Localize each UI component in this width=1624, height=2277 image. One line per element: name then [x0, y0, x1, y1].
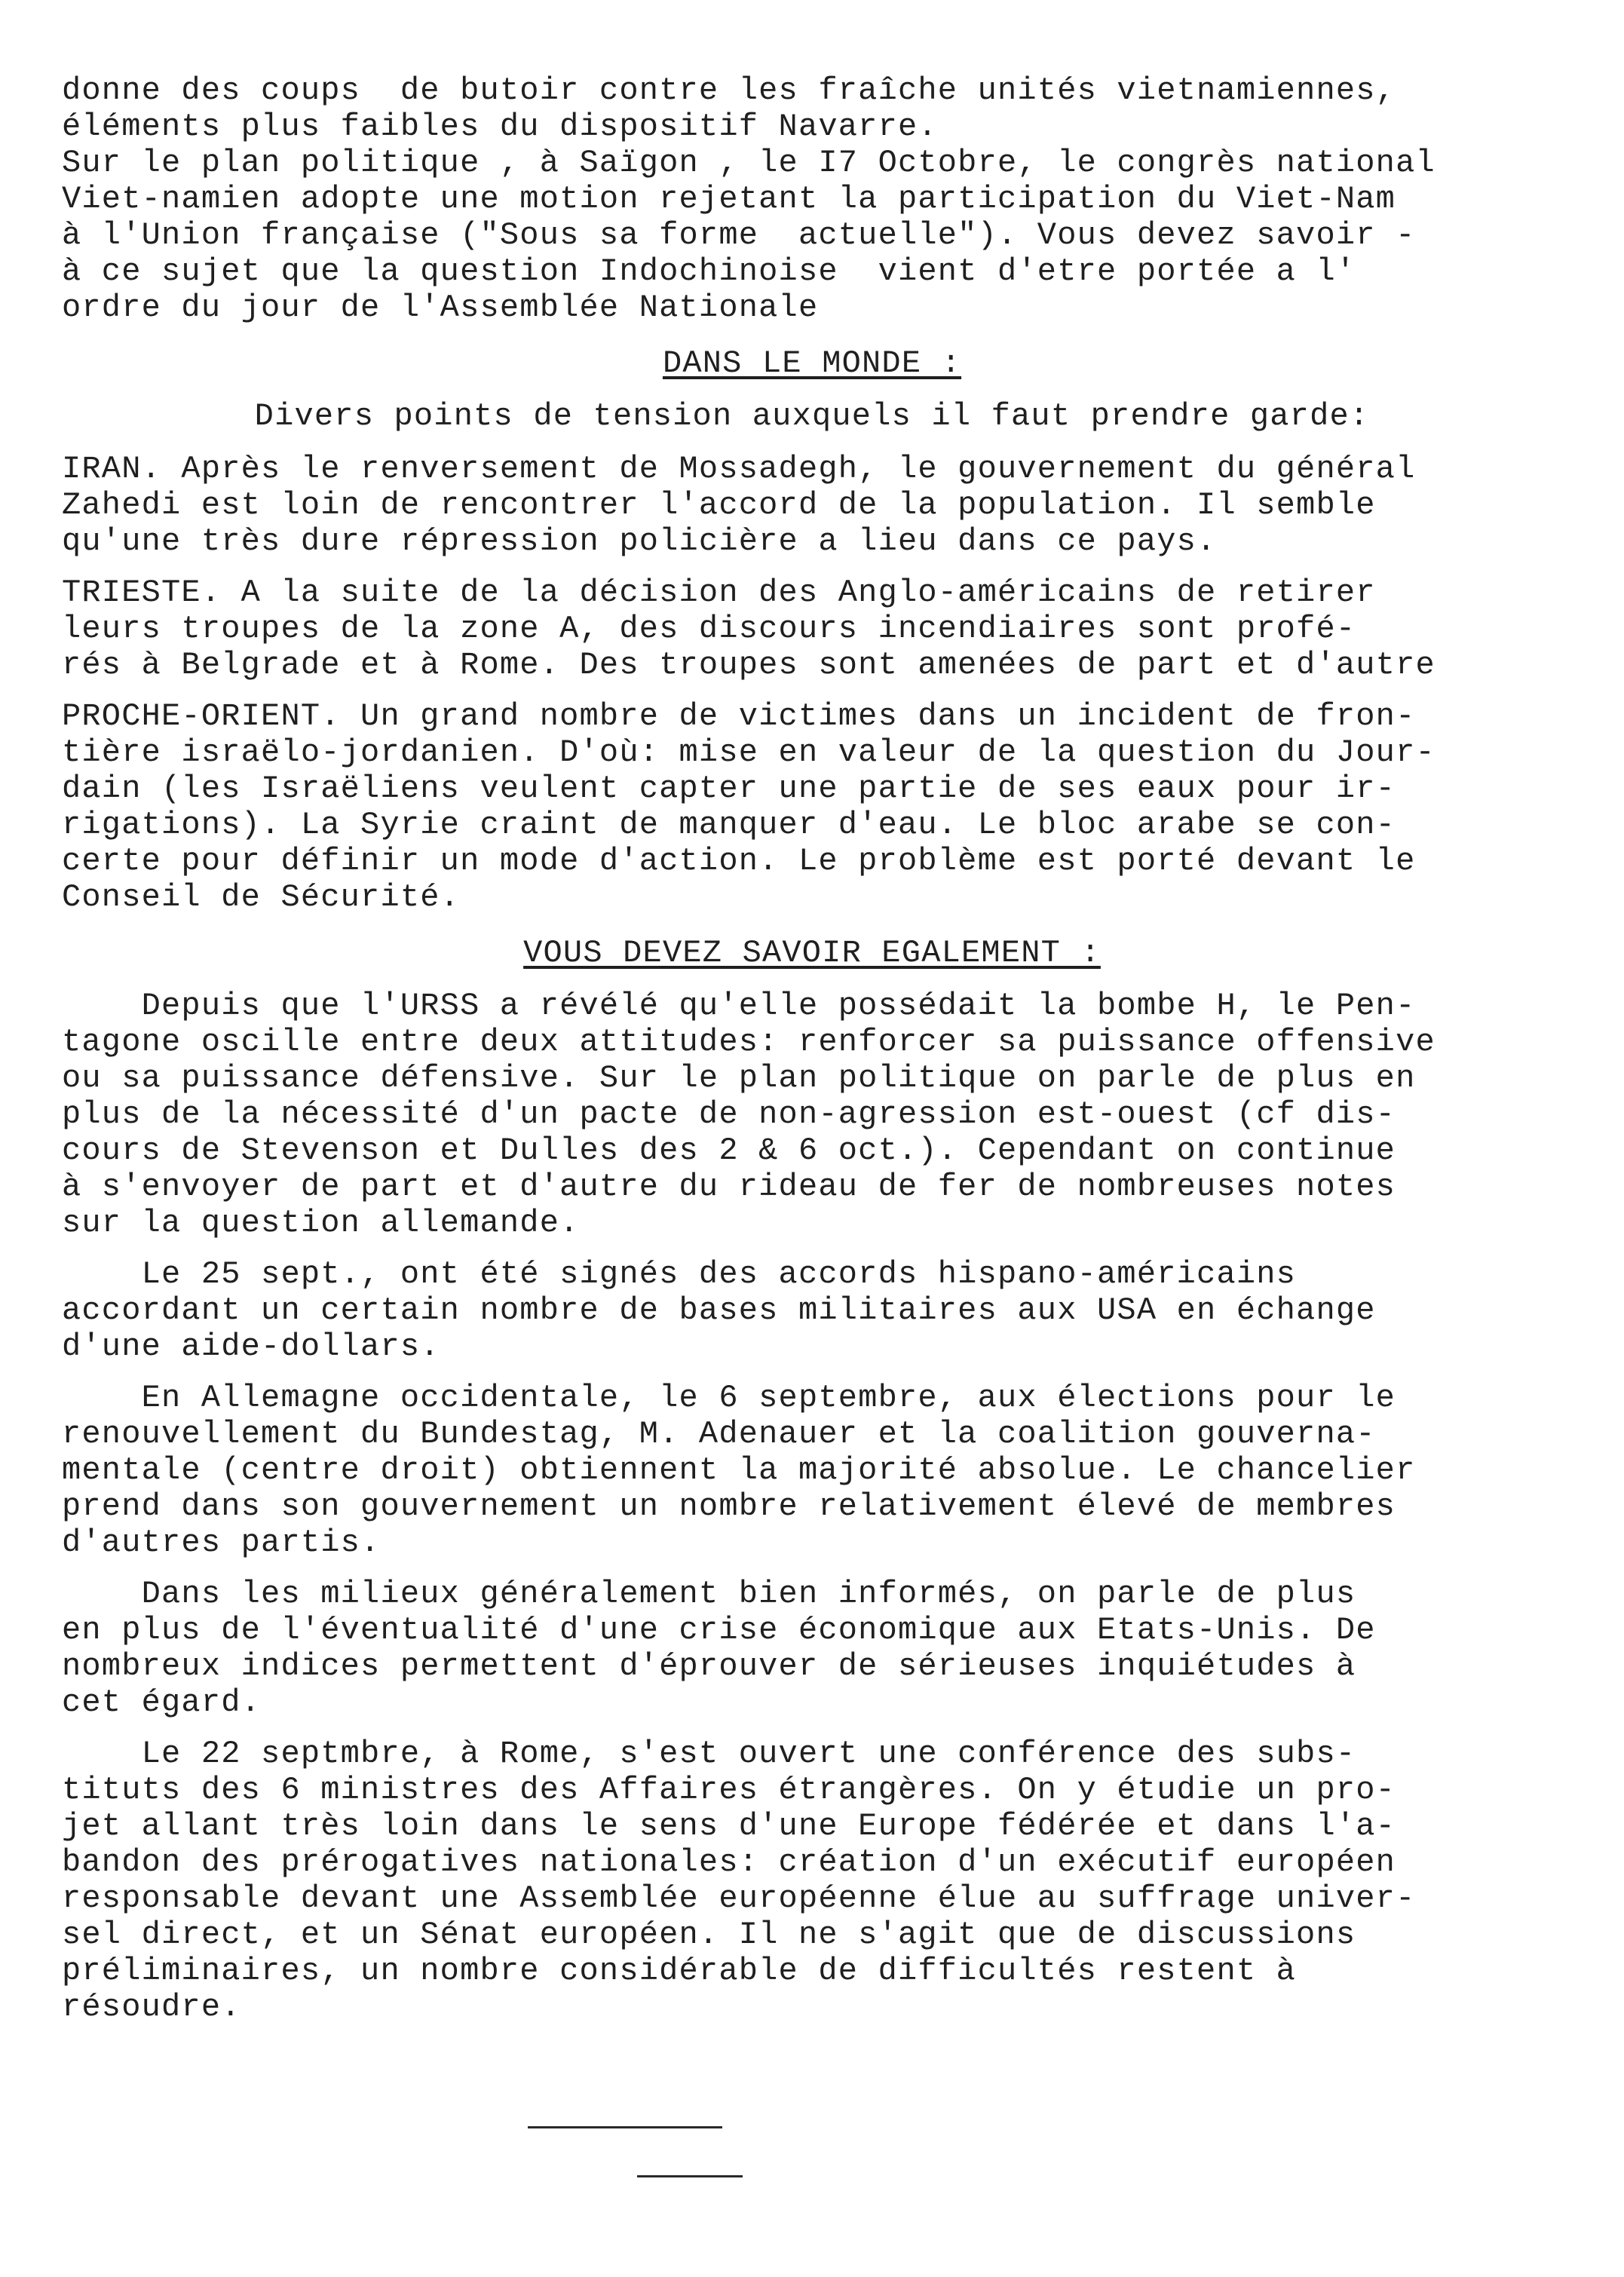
text-line: ou sa puissance défensive. Sur le plan politique on parle de plus en — [62, 1060, 1416, 1096]
text-line: dain (les Israëliens veulent capter une partie de ses eaux pour ir- — [62, 771, 1396, 807]
text-line: renouvellement du Bundestag, M. Adenauer et la coalition gouverna- — [62, 1416, 1376, 1452]
text-line: Conseil de Sécurité. — [62, 879, 461, 915]
text-line: rés à Belgrade et à Rome. Des troupes sont amenées de part et d'autre — [62, 647, 1436, 683]
closing-rule-long — [528, 2126, 722, 2128]
text-line: bandon des prérogatives nationales: création d'un exécutif européen — [62, 1844, 1396, 1880]
text-line: Zahedi est loin de rencontrer l'accord de la population. Il semble — [62, 487, 1376, 523]
paragraph-allemagne — [62, 1380, 1562, 1561]
text-line: éléments plus faibles du dispositif Navarre. — [62, 109, 938, 145]
text-line: prend dans son gouvernement un nombre relativement élevé de membres — [62, 1488, 1396, 1525]
text-line: d'autres partis. — [62, 1525, 381, 1561]
text-line: PROCHE-ORIENT. Un grand nombre de victimes dans un incident de fron- — [62, 698, 1416, 734]
text-line: nombreux indices permettent d'éprouver de sérieuses inquiétudes à — [62, 1648, 1356, 1684]
closing-rule-short — [637, 2175, 743, 2177]
text-line: Viet-namien adopte une motion rejetant la participation du Viet-Nam — [62, 181, 1396, 217]
section-heading-vous-devez-savoir — [62, 935, 1562, 971]
text-line: En Allemagne occidentale, le 6 septembre, aux élections pour le — [62, 1380, 1396, 1416]
text-line: certe pour définir un mode d'action. Le problème est porté devant le — [62, 843, 1416, 879]
text-line: plus de la nécessité d'un pacte de non-agression est-ouest (cf dis- — [62, 1096, 1396, 1132]
text-line: Dans les milieux généralement bien informés, on parle de plus — [62, 1576, 1356, 1612]
item-proche-orient — [62, 698, 1562, 915]
text-line: responsable devant une Assemblée européenne élue au suffrage univer- — [62, 1880, 1416, 1917]
paragraph-urss — [62, 988, 1562, 1241]
text-line: tagone oscille entre deux attitudes: renforcer sa puissance offensive — [62, 1024, 1436, 1060]
text-line: rigations). La Syrie craint de manquer d'eau. Le bloc arabe se con- — [62, 807, 1396, 843]
text-line: donne des coups de butoir contre les fraîche unités vietnamiennes, — [62, 72, 1396, 109]
text-line: à l'Union française ("Sous sa forme actuelle"). Vous devez savoir - — [62, 217, 1416, 253]
text-line: cours de Stevenson et Dulles des 2 & 6 oct.). Cependant on continue — [62, 1132, 1396, 1169]
text-line: qu'une très dure répression policière a lieu dans ce pays. — [62, 523, 1217, 559]
paragraph-conference-rome — [62, 1736, 1562, 2025]
text-line: Le 25 sept., ont été signés des accords hispano-américains — [62, 1256, 1297, 1292]
text-line: accordant un certain nombre de bases militaires aux USA en échange — [62, 1292, 1376, 1329]
section-heading-text: DANS LE MONDE : — [662, 345, 962, 382]
text-line: Sur le plan politique , à Saïgon , le I7 Octobre, le congrès national — [62, 145, 1436, 181]
section-heading-text: VOUS DEVEZ SAVOIR EGALEMENT : — [523, 935, 1101, 971]
item-trieste — [62, 575, 1562, 683]
text-line: préliminaires, un nombre considérable de difficultés restent à — [62, 1953, 1297, 1989]
item-iran — [62, 451, 1562, 559]
text-line: IRAN. Après le renversement de Mossadegh, le gouvernement du général — [62, 451, 1416, 487]
text-line: en plus de l'éventualité d'une crise économique aux Etats-Unis. De — [62, 1612, 1376, 1648]
text-line: tière israëlo-jordanien. D'où: mise en valeur de la question du Jour- — [62, 734, 1436, 771]
section-heading-dans-le-monde — [62, 345, 1562, 382]
typewritten-page — [62, 72, 1562, 2040]
text-line: cet égard. — [62, 1684, 262, 1721]
text-line: sel direct, et un Sénat européen. Il ne s'agit que de discussions — [62, 1917, 1356, 1953]
text-line: sur la question allemande. — [62, 1205, 580, 1241]
text-line: jet allant très loin dans le sens d'une Europe fédérée et dans l'a- — [62, 1808, 1396, 1844]
text-line: mentale (centre droit) obtiennent la majorité absolue. Le chancelier — [62, 1452, 1416, 1488]
text-line: ordre du jour de l'Assemblée Nationale — [62, 290, 819, 326]
text-line: leurs troupes de la zone A, des discours incendiaires sont profé- — [62, 611, 1356, 647]
top-block — [62, 72, 1562, 326]
text-line: Divers points de tension auxquels il faut prendre garde: — [254, 398, 1370, 434]
paragraph-accords-hispano — [62, 1256, 1562, 1365]
text-line: d'une aide-dollars. — [62, 1329, 440, 1365]
text-line: tituts des 6 ministres des Affaires étrangères. On y étudie un pro- — [62, 1772, 1396, 1808]
paragraph-crise-economique — [62, 1576, 1562, 1721]
text-line: résoudre. — [62, 1989, 241, 2025]
text-line: à ce sujet que la question Indochinoise vient d'etre portée a l' — [62, 253, 1356, 290]
text-line: Le 22 septmbre, à Rome, s'est ouvert une conférence des subs- — [62, 1736, 1356, 1772]
text-line: à s'envoyer de part et d'autre du rideau de fer de nombreuses notes — [62, 1169, 1396, 1205]
section-intro — [62, 398, 1562, 434]
text-line: TRIESTE. A la suite de la décision des Anglo-américains de retirer — [62, 575, 1376, 611]
text-line: Depuis que l'URSS a révélé qu'elle possédait la bombe H, le Pen- — [62, 988, 1416, 1024]
